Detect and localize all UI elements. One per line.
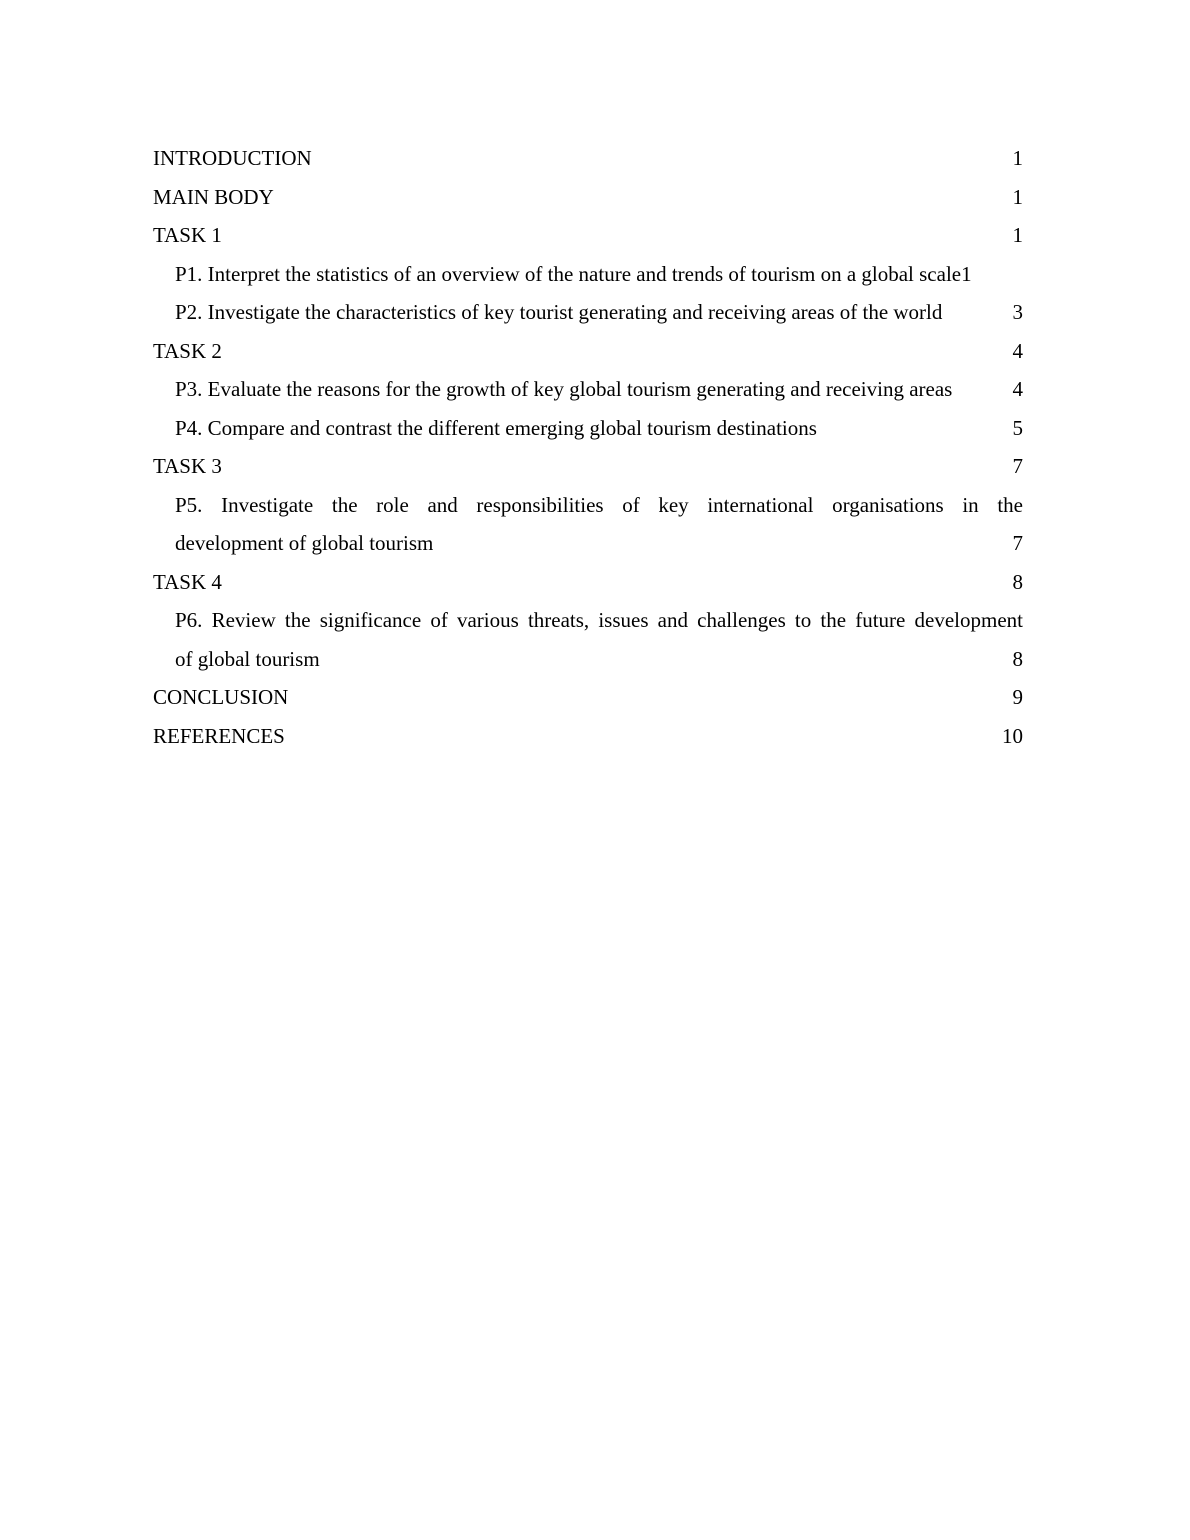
toc-entry-page: 8 <box>1012 569 1023 594</box>
toc-entry-continuation <box>153 524 1023 563</box>
toc-entry-references[interactable] <box>153 717 1023 756</box>
toc-entry-page: 1 <box>1012 146 1023 170</box>
toc-entry-continuation <box>153 640 1023 679</box>
toc-entry-title: CONCLUSION <box>153 685 289 709</box>
toc-entry-title-line: P6. Review the significance of various threats, issues and challenges to the future development <box>175 608 1023 632</box>
toc-entry-title: INTRODUCTION <box>153 146 312 170</box>
toc-entry-title: TASK 3 <box>153 454 222 478</box>
toc-entry-page: 1 <box>1012 223 1023 247</box>
toc-entry-page: 10 <box>1002 723 1023 748</box>
toc-entry-p3[interactable] <box>153 370 1023 409</box>
toc-entry-title: P1. Interpret the statistics of an overview of the nature and trends of tourism on a global scale <box>175 261 962 286</box>
toc-entry-title: P4. Compare and contrast the different emerging global tourism destinations <box>175 415 817 440</box>
toc-entry-conclusion[interactable] <box>153 678 1023 717</box>
toc-entry-p6[interactable] <box>153 601 1023 678</box>
table-of-contents <box>153 139 1023 755</box>
toc-entry-page: 8 <box>1012 646 1023 671</box>
toc-entry-title: P3. Evaluate the reasons for the growth of key global tourism generating and receiving areas <box>175 377 953 401</box>
toc-entry-page: 4 <box>1012 377 1023 401</box>
toc-entry-page: 1 <box>1012 184 1023 209</box>
toc-entry-title-line: development of global tourism <box>175 531 434 555</box>
toc-entry-page: 1 <box>961 261 972 286</box>
toc-entry-title: P2. Investigate the characteristics of key tourist generating and receiving areas of the world <box>175 300 943 324</box>
toc-entry-introduction[interactable] <box>153 139 1023 178</box>
toc-entry-title-line: of global tourism <box>175 646 320 671</box>
toc-entry-p4[interactable] <box>153 409 1023 448</box>
toc-entry-task-3[interactable] <box>153 447 1023 486</box>
toc-entry-page: 5 <box>1012 415 1023 440</box>
toc-entry-title: TASK 1 <box>153 223 222 247</box>
toc-entry-title: REFERENCES <box>153 723 285 748</box>
toc-entry-page: 4 <box>1012 338 1023 363</box>
toc-entry-page: 9 <box>1012 685 1023 709</box>
toc-entry-page: 7 <box>1012 454 1023 478</box>
toc-entry-page: 7 <box>1012 531 1023 555</box>
toc-entry-title: MAIN BODY <box>153 184 274 209</box>
toc-entry-task-1[interactable] <box>153 216 1023 255</box>
toc-entry-main-body[interactable] <box>153 178 1023 217</box>
toc-entry-title: TASK 4 <box>153 569 222 594</box>
toc-entry-task-4[interactable] <box>153 563 1023 602</box>
toc-entry-title-line: P5. Investigate the role and responsibilities of key international organisations in the <box>175 492 1023 517</box>
toc-entry-p1[interactable] <box>153 255 1023 294</box>
toc-entry-task-2[interactable] <box>153 332 1023 371</box>
toc-entry-p5[interactable] <box>153 486 1023 563</box>
toc-entry-page: 3 <box>1012 300 1023 324</box>
toc-entry-title: TASK 2 <box>153 338 222 363</box>
toc-entry-p2[interactable] <box>153 293 1023 332</box>
